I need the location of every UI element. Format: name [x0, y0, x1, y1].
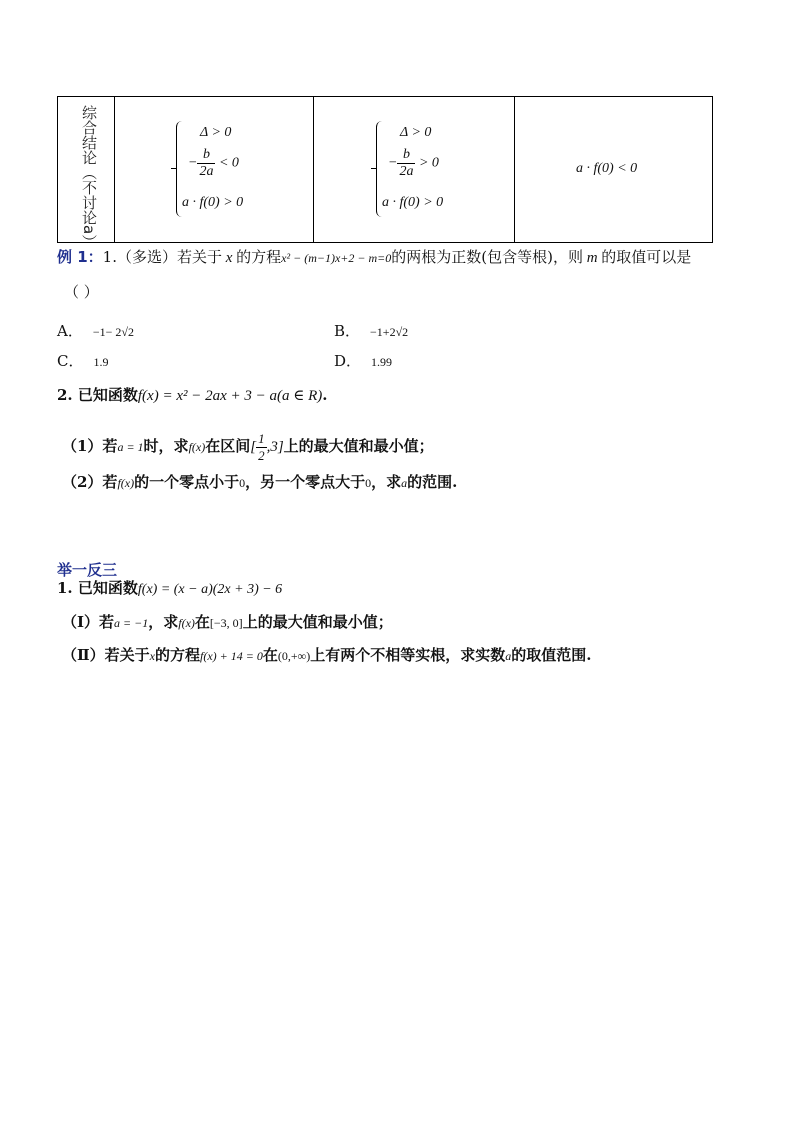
delta-condition: Δ > 0 — [200, 125, 232, 140]
problem2-part1: （1）若a = 1时，求f(x)在区间[ $\frac{1}{2}$ ,3]上的最大值和最小值； — [62, 431, 434, 463]
example-label: 例 1： — [57, 248, 103, 266]
option-b: B． −1+2√2 — [334, 322, 409, 340]
option-c: C． 1.9 — [57, 352, 109, 370]
problem2-part2: （2）若f(x)的一个零点小于0，另一个零点大于0，求a的范围. — [62, 473, 458, 491]
example1-stem: 例 1：1.（多选）若关于 x 的方程x² − (m−1)x+2 − m=0的两根为正数(包含等根)，则 m 的取值可以是 — [57, 248, 692, 266]
table-divider — [114, 97, 115, 242]
section-title: 举一反三 — [57, 561, 118, 579]
option-d: D． 1.99 — [334, 352, 393, 370]
problem2-stem: 2. 已知函数f(x) = x² − 2ax + 3 − a(a ∈ R). — [57, 386, 328, 404]
table-divider — [313, 97, 314, 242]
option-a: A． −1− 2√2 — [57, 322, 134, 340]
axis-condition: − $\frac{b}{2a}$ < 0 — [188, 147, 239, 179]
section-q1-part2: （Ⅱ）若关于x的方程f(x) + 14 = 0在(0,+∞)上有两个不相等实根，求实数a的取值范围. — [62, 646, 592, 664]
product-condition: a · f(0) > 0 — [182, 195, 244, 210]
answer-paren: （ ） — [64, 283, 99, 301]
section-q1-stem: 1. 已知函数f(x) = (x − a)(2x + 3) − 6 — [57, 579, 283, 597]
product-condition: a · f(0) > 0 — [382, 195, 444, 210]
table-divider — [514, 97, 515, 242]
section-q1-part1: （Ⅰ）若a = −1，求f(x)在[−3, 0]上的最大值和最小值； — [62, 613, 393, 631]
product-negative-condition: a · f(0) < 0 — [576, 161, 638, 176]
row-label: 综合结论（不讨论a） — [80, 105, 98, 250]
conclusion-table — [57, 96, 713, 250]
delta-condition: Δ > 0 — [400, 125, 432, 140]
condition-system-1 — [176, 121, 306, 221]
axis-condition: − $\frac{b}{2a}$ > 0 — [388, 147, 439, 179]
condition-system-2 — [376, 121, 506, 221]
